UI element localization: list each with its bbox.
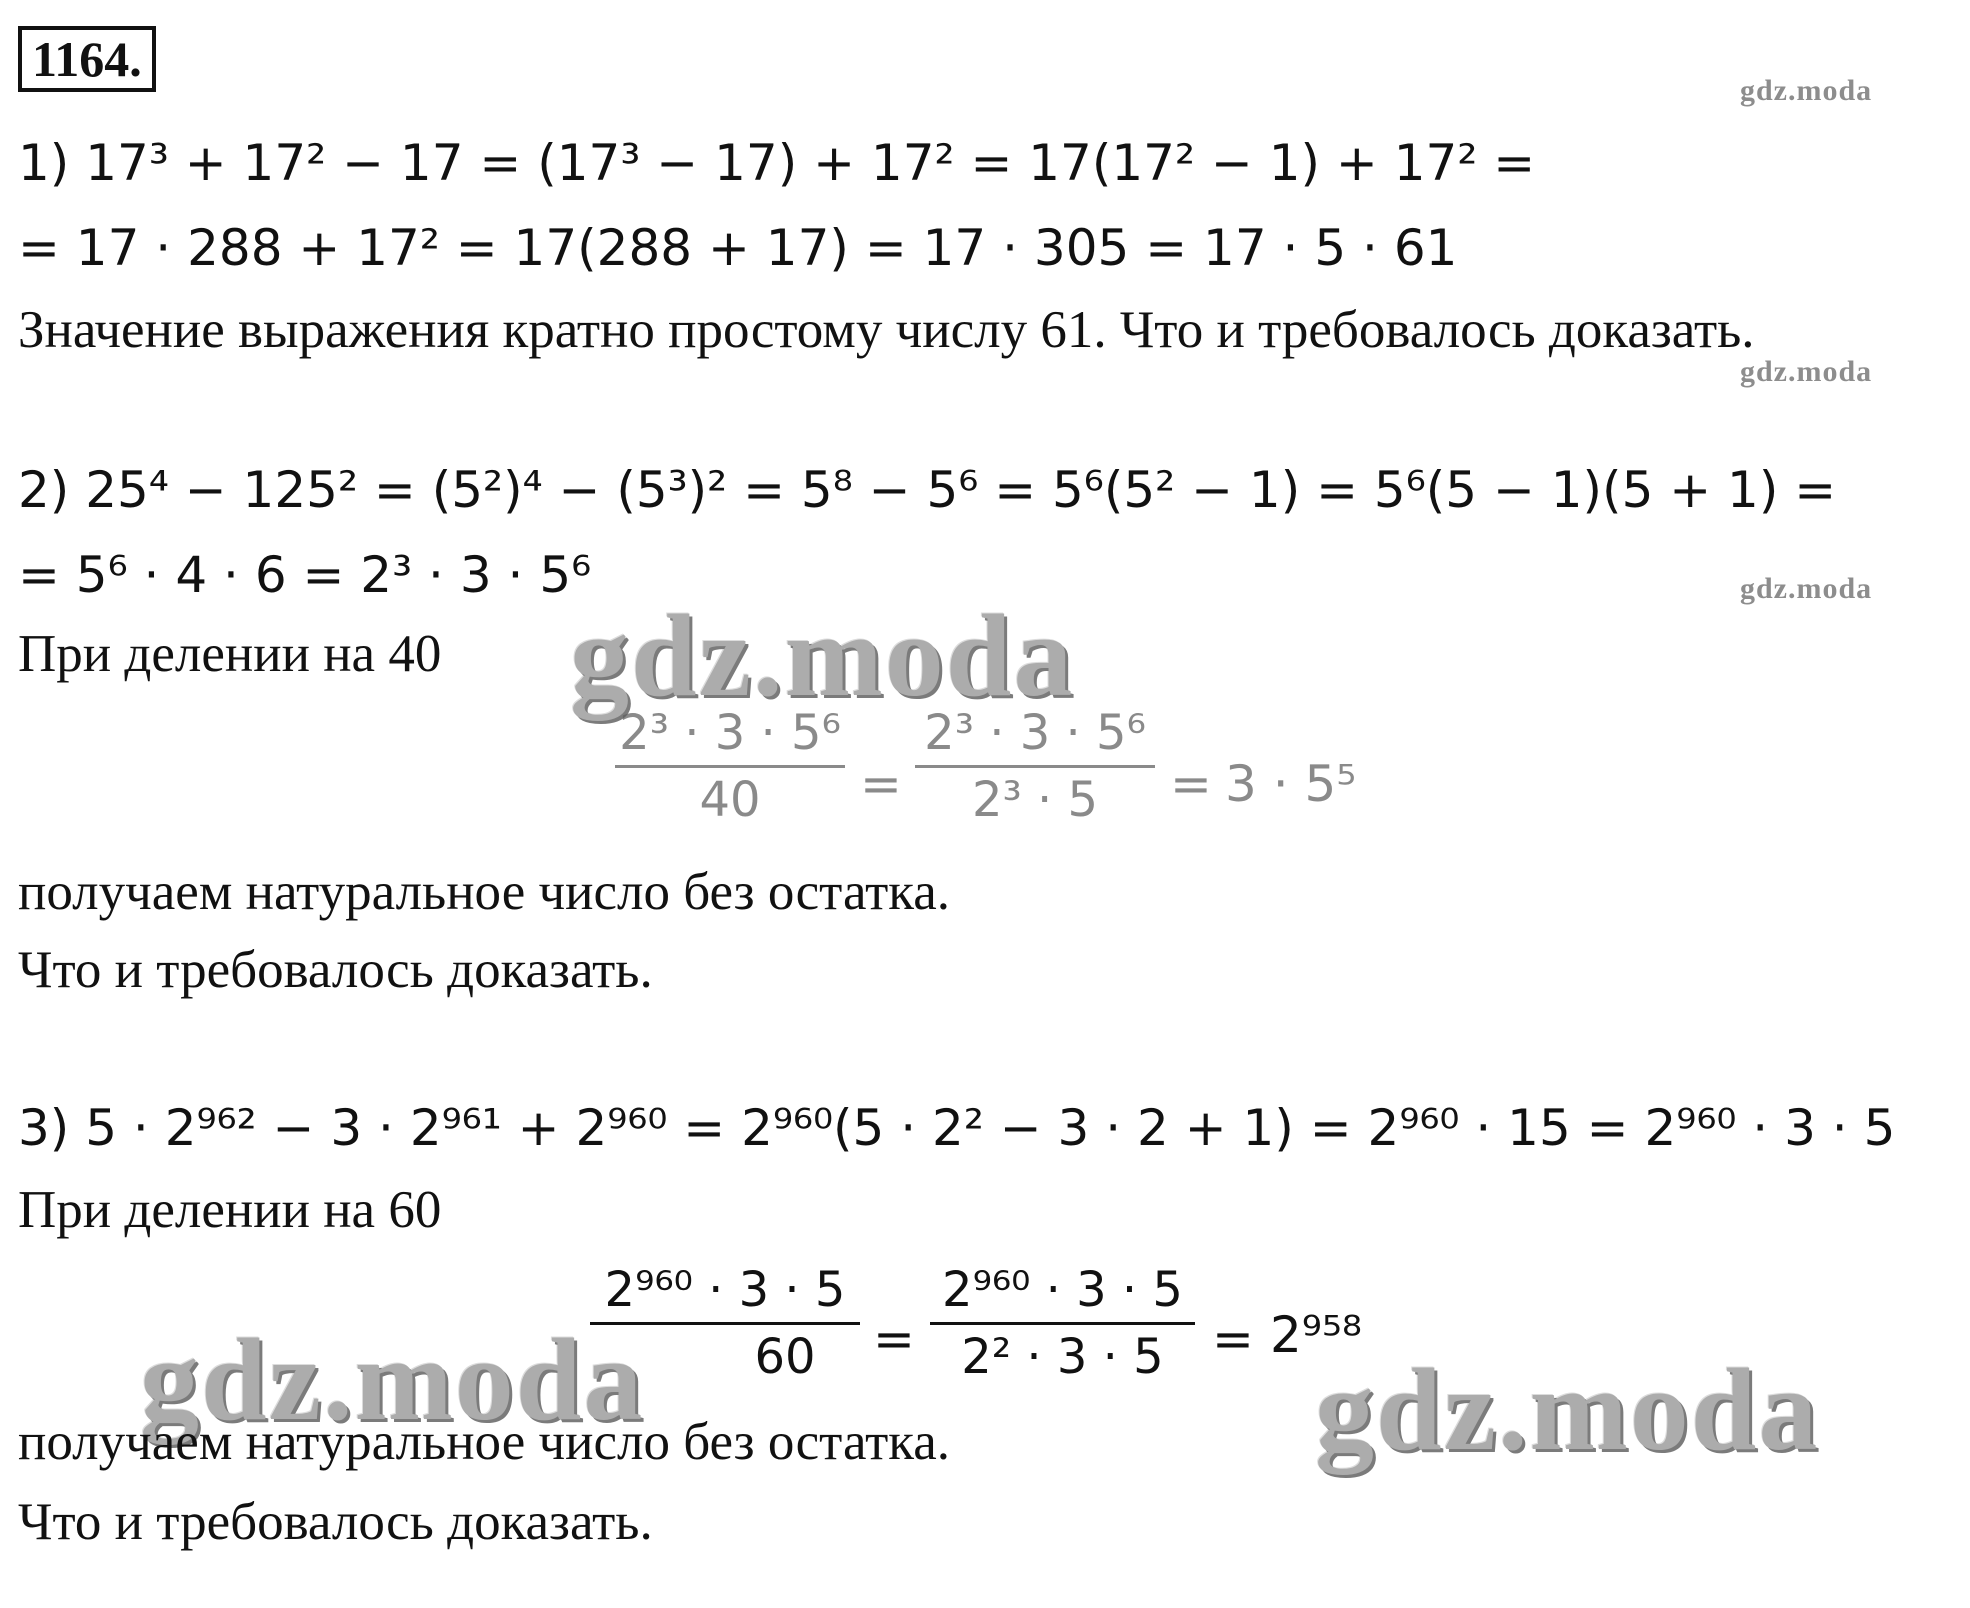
part3-result-text: получаем натуральное число без остатка.: [18, 1413, 951, 1471]
part2-equals-2: =: [1170, 755, 1212, 813]
fraction-bar: [615, 765, 845, 768]
watermark-small: gdz.moda: [1740, 572, 1873, 605]
problem-number: 1164.: [18, 26, 156, 92]
part2-line2: = 5⁶ · 4 · 6 = 2³ · 3 · 5⁶: [18, 546, 592, 604]
part1-line1: 1) 17³ + 17² − 17 = (17³ − 17) + 17² = 17(17² − 1) + 17² =: [18, 134, 1536, 192]
fraction-bar: [915, 765, 1155, 768]
watermark-large: gdz.moda: [570, 590, 1075, 721]
part3-division-text: При делении на 60: [18, 1181, 442, 1239]
part2-frac1-denominator: 40: [699, 772, 761, 828]
part3-line1: 3) 5 · 2⁹⁶² − 3 · 2⁹⁶¹ + 2⁹⁶⁰ = 2⁹⁶⁰(5 · 2² − 3 · 2 + 1) = 2⁹⁶⁰ · 15 = 2⁹⁶⁰ · 3 · 5: [18, 1099, 1896, 1157]
part3-qed: Что и требовалось доказать.: [18, 1493, 653, 1551]
part2-result-text: получаем натуральное число без остатка.: [18, 863, 951, 921]
part3-frac1-denominator: 60: [754, 1329, 816, 1385]
part2-frac1-numerator: 2³ · 3 · 5⁶: [619, 705, 841, 761]
part2-division-text: При делении на 40: [18, 625, 442, 683]
watermark-large: gdz.moda: [1315, 1344, 1820, 1475]
watermark-small: gdz.moda: [1740, 74, 1873, 107]
part2-result: 3 · 5⁵: [1225, 755, 1357, 813]
part3-equals-2: =: [1212, 1310, 1254, 1368]
part1-conclusion: Значение выражения кратно простому числу 61. Что и требовалось доказать.: [18, 301, 1755, 359]
part3-equals-1: =: [873, 1310, 915, 1368]
part3-fraction-2: [930, 1262, 1195, 1385]
part2-frac2-numerator: 2³ · 3 · 5⁶: [924, 705, 1146, 761]
part3-frac1-numerator: 2⁹⁶⁰ · 3 · 5: [604, 1262, 846, 1318]
part2-line1: 2) 25⁴ − 125² = (5²)⁴ − (5³)² = 5⁸ − 5⁶ = 5⁶(5² − 1) = 5⁶(5 − 1)(5 + 1) =: [18, 461, 1837, 519]
watermark-small: gdz.moda: [1740, 355, 1873, 388]
part3-frac2-numerator: 2⁹⁶⁰ · 3 · 5: [942, 1262, 1183, 1318]
watermark-large: gdz.moda: [140, 1314, 645, 1445]
part2-qed: Что и требовалось доказать.: [18, 941, 653, 999]
fraction-bar: [930, 1322, 1195, 1325]
part3-frac2-denominator: 2² · 3 · 5: [961, 1329, 1164, 1385]
part1-line2: = 17 · 288 + 17² = 17(288 + 17) = 17 · 305 = 17 · 5 · 61: [18, 219, 1458, 277]
part3-result: 2⁹⁵⁸: [1270, 1306, 1362, 1364]
part2-frac2-denominator: 2³ · 5: [971, 772, 1099, 828]
part2-equals-1: =: [860, 755, 902, 813]
